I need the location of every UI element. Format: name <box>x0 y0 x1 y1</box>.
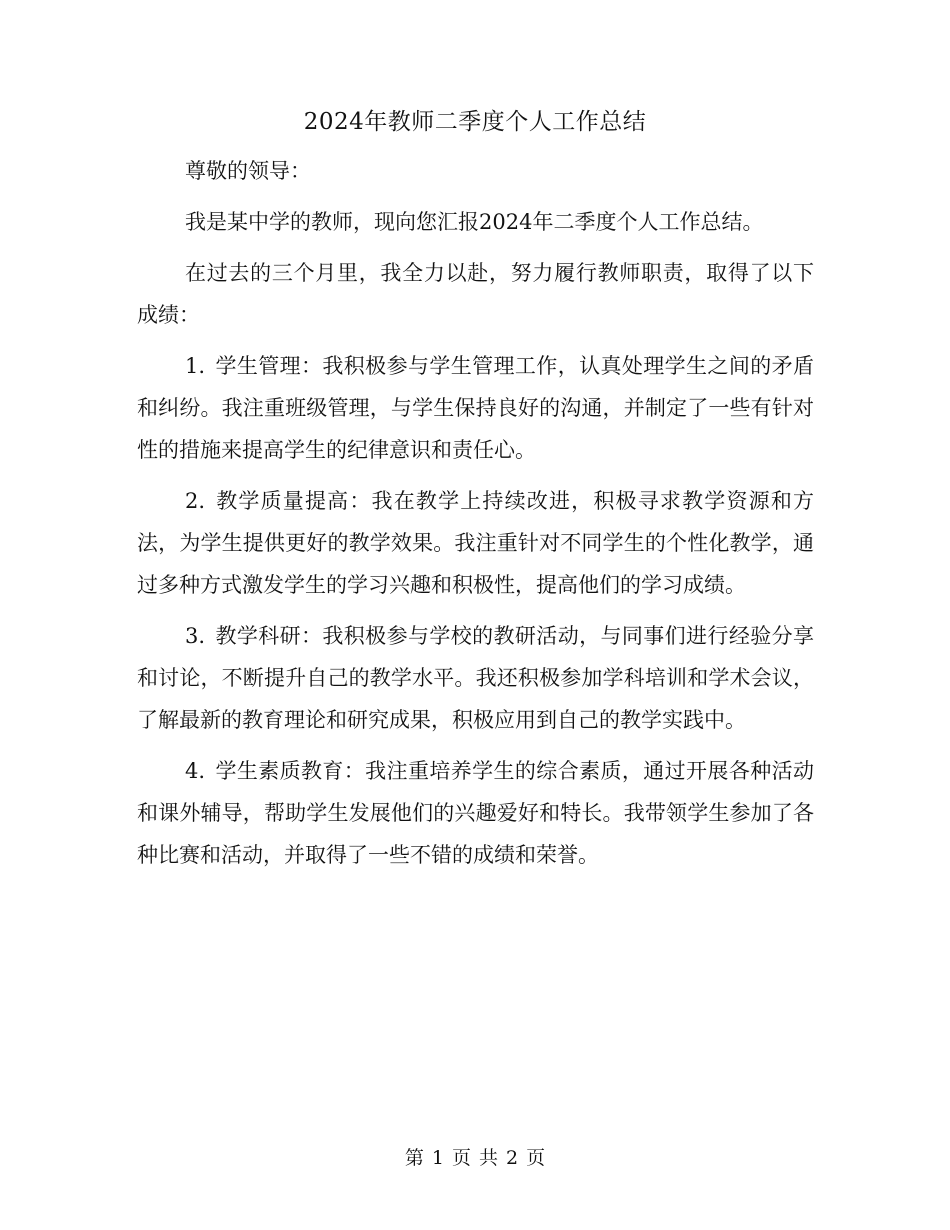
intro-paragraph: 我是某中学的教师，现向您汇报2024年二季度个人工作总结。 <box>185 210 764 234</box>
list-item <box>137 615 814 741</box>
list-item-text: 教学科研：我积极参与学校的教研活动，与同事们进行经验分享和讨论，不断提升自己的教学水平。我还积极参加学科培训和学术会议，了解最新的教育理论和研究成果，积极应用到自己的教学实践中。 <box>137 624 814 732</box>
list-item <box>137 345 814 471</box>
list-item-number: 4. <box>185 759 206 783</box>
list-item-text: 教学质量提高：我在教学上持续改进，积极寻求教学资源和方法，为学生提供更好的教学效果。我注重针对不同学生的个性化教学，通过多种方式激发学生的学习兴趣和积极性，提高他们的学习成绩。 <box>137 489 814 597</box>
page-number-footer: 第 1 页 共 2 页 <box>404 1147 546 1169</box>
document-body <box>137 150 814 885</box>
list-item-number: 2. <box>185 489 206 513</box>
salutation: 尊敬的领导： <box>185 159 311 183</box>
list-item <box>137 750 814 876</box>
list-item <box>137 480 814 606</box>
list-item-number: 1. <box>185 354 206 378</box>
list-item-number: 3. <box>185 624 206 648</box>
list-item-text: 学生素质教育：我注重培养学生的综合素质，通过开展各种活动和课外辅导，帮助学生发展他们的兴趣爱好和特长。我带领学生参加了各种比赛和活动，并取得了一些不错的成绩和荣誉。 <box>137 759 814 867</box>
list-item-text: 学生管理：我积极参与学生管理工作，认真处理学生之间的矛盾和纠纷。我注重班级管理，与学生保持良好的沟通，并制定了一些有针对性的措施来提高学生的纪律意识和责任心。 <box>137 354 814 462</box>
lead-paragraph: 在过去的三个月里，我全力以赴，努力履行教师职责，取得了以下成绩： <box>137 261 814 327</box>
document-title: 2024年教师二季度个人工作总结 <box>303 109 647 135</box>
